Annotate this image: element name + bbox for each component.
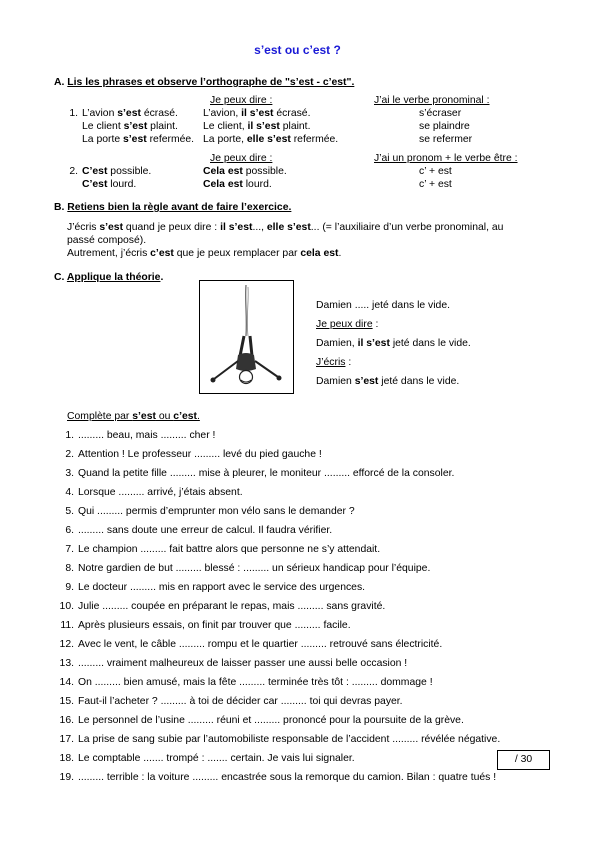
example-line-5: Damien s’est jeté dans le vide.	[316, 376, 460, 387]
exercise-text: Quand la petite fille ......... mise à pleurer, le moniteur ......... efforcé de la consoler.	[78, 468, 455, 479]
exercise-item	[56, 676, 433, 689]
sentence-b: L’avion, il s’est écrasé.	[203, 108, 311, 119]
rule-line-1: J’écris s’est quand je peux dire : il s’est..., elle s’est... (= l’auxiliaire d’un verbe pronominal, au	[67, 222, 504, 233]
exercise-item	[56, 695, 403, 708]
exercise-item	[56, 467, 454, 480]
exercise-text: Faut-il l’acheter ? ......... à toi de décider car ......... toi qui devras payer.	[78, 696, 403, 707]
exercise-text: Le champion ......... fait battre alors que personne ne s’y attendait.	[78, 544, 381, 555]
section-c-title: Applique la théorie	[66, 272, 161, 283]
exercise-number: 18.	[59, 753, 74, 764]
exercise-item	[56, 429, 215, 442]
page-title: s’est ou c’est ?	[254, 43, 341, 57]
exercise-text: Qui ......... permis d’emprunter mon vélo sans le demander ?	[78, 506, 355, 517]
sentence-b: Cela est possible.	[203, 166, 287, 177]
section-b-title: Retiens bien la règle avant de faire l’exercice.	[67, 202, 292, 213]
illustration-frame	[199, 280, 294, 394]
exercise-item	[56, 733, 500, 746]
exercise-number: 13.	[59, 658, 74, 669]
section-a-letter: A.	[54, 77, 65, 88]
exercise-item	[56, 657, 407, 670]
row-number: 2.	[69, 166, 78, 177]
col-je-peux-dire-2: Je peux dire :	[210, 153, 273, 164]
sentence-a: 1. L’avion s’est écrasé.	[66, 107, 178, 120]
exercise-item	[56, 638, 442, 651]
exercise-text: ......... beau, mais ......... cher !	[78, 430, 216, 441]
exercise-item	[56, 505, 355, 518]
exercise-number: 1.	[65, 430, 74, 441]
sentence-a: 2. C’est possible.	[66, 165, 151, 178]
section-c-heading: C. Applique la théorie.	[54, 272, 164, 283]
exercise-text: Le personnel de l’usine ......... réuni et ......... prononcé pour la poursuite de la grève.	[78, 715, 464, 726]
exercise-text: Le docteur ......... mis en rapport avec le service des urgences.	[78, 582, 366, 593]
section-a-heading	[54, 76, 354, 89]
pronominal-verb: s’écraser	[419, 108, 462, 119]
exercise-text: La prise de sang subie par l’automobiliste responsable de l’accident ......... révélée négative.	[78, 734, 501, 745]
example-line-3: Damien, il s’est jeté dans le vide.	[316, 338, 471, 349]
exercise-number: 10.	[59, 601, 74, 612]
exercise-number: 16.	[59, 715, 74, 726]
exercise-number: 9.	[65, 582, 74, 593]
exercise-number: 7.	[65, 544, 74, 555]
section-c-letter: C.	[54, 272, 65, 283]
exercise-number: 4.	[65, 487, 74, 498]
exercise-text: On ......... bien amusé, mais la fête ......... terminée très tôt : ......... dommage !	[78, 677, 433, 688]
exercise-number: 19.	[59, 772, 74, 783]
exercise-text: Le comptable ....... trompé : ....... certain. Je vais lui signaler.	[78, 753, 355, 764]
pronoun-verb: c’ + est	[419, 166, 452, 177]
example-line-2: Je peux dire :	[316, 319, 379, 330]
exercise-item	[56, 524, 332, 537]
sentence-a: C’est lourd.	[82, 179, 137, 190]
exercise-item	[56, 714, 464, 727]
exercise-number: 3.	[65, 468, 74, 479]
exercise-number: 5.	[65, 506, 74, 517]
col-pronom-verbe: J’ai un pronom + le verbe être :	[374, 153, 518, 164]
exercise-number: 17.	[59, 734, 74, 745]
sentence-b: Cela est lourd.	[203, 179, 272, 190]
exercise-text: ......... vraiment malheureux de laisser passer une aussi belle occasion !	[78, 658, 408, 669]
rule-line-2: passé composé).	[67, 235, 147, 246]
example-line-4: J’écris :	[316, 357, 352, 368]
complete-instruction: Complète par s’est ou c’est.	[67, 411, 200, 422]
exercise-number: 8.	[65, 563, 74, 574]
sentence-b: La porte, elle s’est refermée.	[203, 134, 339, 145]
exercise-item	[56, 600, 385, 613]
exercise-text: Après plusieurs essais, on finit par trouver que ......... facile.	[78, 620, 351, 631]
score-box: / 30	[497, 750, 550, 770]
exercise-number: 11.	[60, 620, 74, 631]
pronoun-verb: c’ + est	[419, 179, 452, 190]
exercise-item	[56, 581, 365, 594]
exercise-item	[56, 771, 496, 784]
exercise-item	[56, 562, 430, 575]
col-je-peux-dire-1: Je peux dire :	[210, 95, 273, 106]
sentence-a: La porte s’est refermée.	[82, 134, 195, 145]
exercise-text: Lorsque ......... arrivé, j’étais absent.	[78, 487, 243, 498]
section-b-heading	[54, 201, 291, 214]
col-verbe-pronominal: J’ai le verbe pronominal :	[374, 95, 490, 106]
sentence-a: Le client s’est plaint.	[82, 121, 178, 132]
exercise-number: 15.	[59, 696, 74, 707]
exercise-number: 12.	[59, 639, 74, 650]
exercise-text: ......... terrible : la voiture ......... encastrée sous la remorque du camion. Bilan : quatre tués !	[78, 772, 497, 783]
exercise-item	[56, 448, 322, 461]
exercise-item	[56, 619, 351, 632]
exercise-item	[56, 752, 355, 765]
exercise-number: 14.	[59, 677, 74, 688]
exercise-text: ......... sans doute une erreur de calcul. Il faudra vérifier.	[78, 525, 333, 536]
pronominal-verb: se plaindre	[419, 121, 470, 132]
exercise-item	[56, 543, 380, 556]
exercise-item	[56, 486, 243, 499]
exercise-number: 6.	[65, 525, 74, 536]
exercise-text: Notre gardien de but ......... blessé : ......... un sérieux handicap pour l’équipe.	[78, 563, 431, 574]
sentence-b: Le client, il s’est plaint.	[203, 121, 311, 132]
exercise-text: Avec le vent, le câble ......... rompu et le quartier ......... retrouvé sans électricité.	[78, 639, 443, 650]
section-a-title: Lis les phrases et observe l’orthographe de "s’est - c’est".	[67, 77, 355, 88]
example-line-1: Damien ..... jeté dans le vide.	[316, 300, 450, 311]
rule-line-3: Autrement, j’écris c’est que je peux remplacer par cela est.	[67, 248, 342, 259]
section-b-letter: B.	[54, 202, 65, 213]
exercise-text: Julie ......... coupée en préparant le repas, mais ......... sans gravité.	[78, 601, 386, 612]
pronominal-verb: se refermer	[419, 134, 473, 145]
exercise-text: Attention ! Le professeur ......... levé du pied gauche !	[78, 449, 322, 460]
jumping-man-illustration	[200, 281, 293, 393]
exercise-number: 2.	[65, 449, 74, 460]
row-number: 1.	[69, 108, 78, 119]
